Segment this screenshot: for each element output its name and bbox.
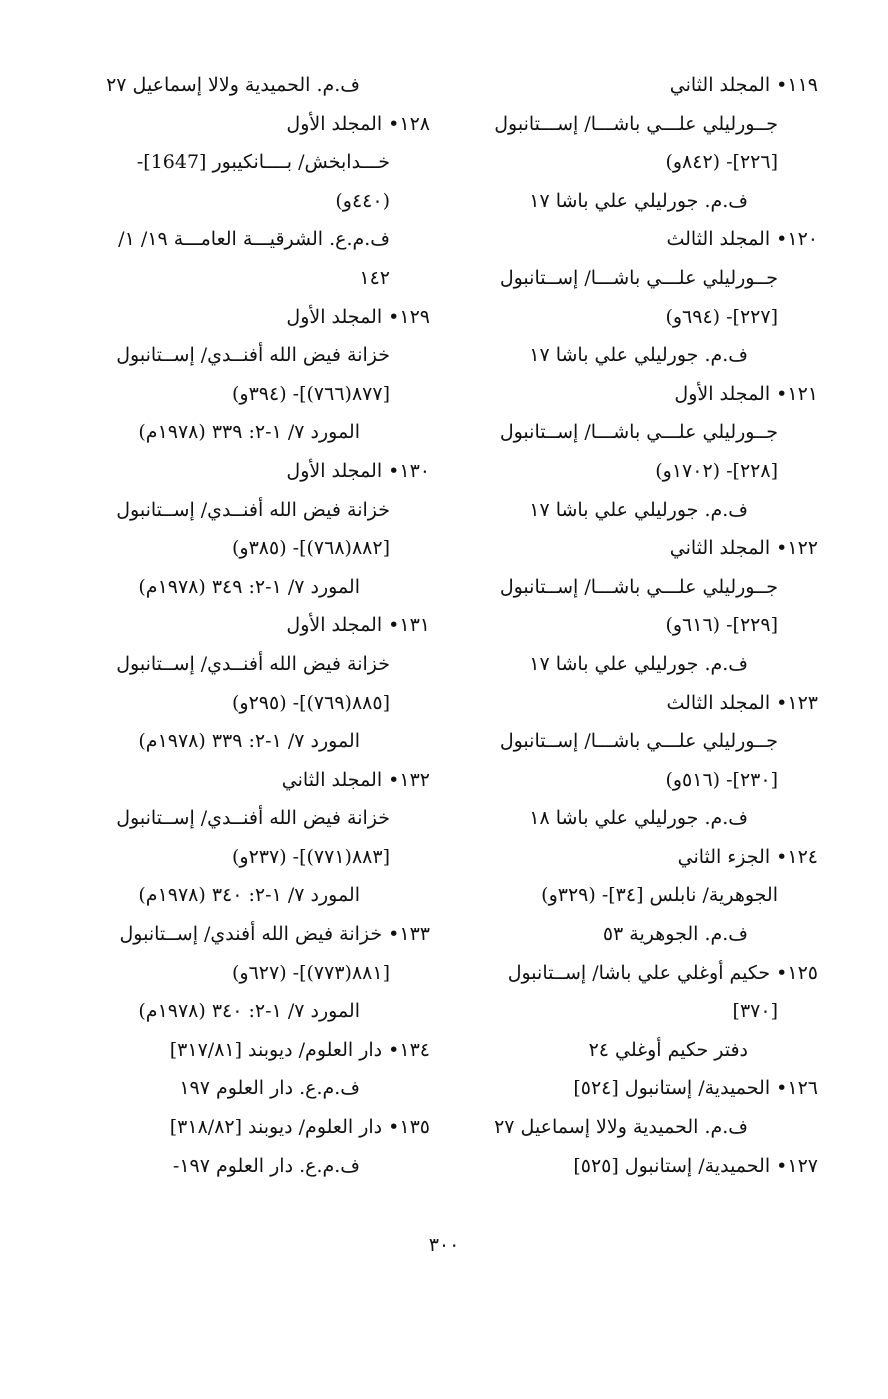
entry-line: خزانة فيض الله أفنــدي/ إســتانبول <box>116 498 390 521</box>
entry-line: ١٢٠• المجلد الثالث <box>666 228 818 251</box>
entry-line: [٨٨٥(٧٦٩)]- (٢٩٥و) <box>231 691 390 714</box>
entry-line: [٣٧٠] <box>732 1000 778 1023</box>
entry-line: ف.م. جورليلي علي باشا ١٧ <box>529 498 748 521</box>
entry-line: ١٢٧• الحميدية/ إستانبول [٥٢٥] <box>573 1154 818 1177</box>
entry-line: جــورليلي علـــي باشـــا/ إســـتانبول <box>494 112 778 135</box>
entry-line: ١٣٤• دار العلوم/ ديوبند [٣١٧/٨١] <box>169 1038 430 1061</box>
entry-line: خزانة فيض الله أفنــدي/ إســتانبول <box>116 807 390 830</box>
entry-line: [٢٢٩]- (٦١٦و) <box>665 614 778 637</box>
entry-line: [٨٨٢(٧٦٨)]- (٣٨٥و) <box>231 537 390 560</box>
entry-line: ف.م.ع. دار العلوم ١٩٧ <box>179 1077 360 1100</box>
entry-line: [٨٨٣(٧٧١)]- (٢٣٧و) <box>231 845 390 868</box>
entry-line: جــورليلي علـــي باشـــا/ إســتانبول <box>499 421 778 444</box>
entry-line: ١٣٢• المجلد الثاني <box>281 768 430 791</box>
entry-line: ١٢٢• المجلد الثاني <box>669 537 818 560</box>
entry-line: ١٣٥• دار العلوم/ ديوبند [٣١٨/٨٢] <box>169 1116 430 1139</box>
entry-line: (٤٤٠و) <box>335 189 390 212</box>
entry-line: [٢٢٨]- (١٧٠٢و) <box>655 459 778 482</box>
entry-line: ف.م. جورليلي علي باشا ١٧ <box>529 344 748 367</box>
entry-line: خزانة فيض الله أفنــدي/ إســتانبول <box>116 652 390 675</box>
entry-line: [٨٨١(٧٧٣)]- (٦٢٧و) <box>231 961 390 984</box>
entry-line: جــورليلي علـــي باشـــا/ إســتانبول <box>499 575 778 598</box>
entry-line: المورد ٧/ ١-٢: ٣٣٩ (١٩٧٨م) <box>138 421 360 444</box>
entry-line: خـــدابخش/ بــــانكيبور [1647]- <box>136 151 390 174</box>
page-number: ٣٠٠ <box>428 1234 460 1256</box>
entry-line: [٨٧٧(٧٦٦)]- (٣٩٤و) <box>231 382 390 405</box>
entry-line: المورد ٧/ ١-٢: ٣٣٩ (١٩٧٨م) <box>138 730 360 753</box>
entry-line: ١١٩• المجلد الثاني <box>669 74 818 96</box>
entry-line: ١٢٨• المجلد الأول <box>286 112 430 135</box>
entry-line: ف.م. جورليلي علي باشا ١٧ <box>529 652 748 675</box>
entry-line: ١٤٢ <box>359 266 390 289</box>
entry-line: جــورليلي علـــي باشـــا/ إســتانبول <box>499 730 778 753</box>
entry-line: ١٣٠• المجلد الأول <box>286 459 430 482</box>
entry-line: ف.م. جورليلي علي باشا ١٧ <box>529 189 748 212</box>
entry-line: المورد ٧/ ١-٢: ٣٤٠ (١٩٧٨م) <box>138 1000 360 1023</box>
entry-line: جــورليلي علـــي باشـــا/ إســتانبول <box>499 266 778 289</box>
entry-line: ١٣١• المجلد الأول <box>286 614 430 637</box>
entry-line: ف.م.ع. دار العلوم ١٩٧- <box>172 1154 360 1177</box>
entry-line: [٢٢٧]- (٦٩٤و) <box>665 305 778 328</box>
entry-line: ف.م. الحميدية ولالا إسماعيل ٢٧ <box>494 1116 748 1139</box>
entry-line: ١٣٣• خزانة فيض الله أفندي/ إســتانبول <box>119 923 430 946</box>
left-column <box>70 66 430 1185</box>
entry-line: خزانة فيض الله أفنــدي/ إســتانبول <box>116 344 390 367</box>
entry-line: [٢٢٦]- (٨٤٢و) <box>665 151 778 174</box>
entry-line: [٢٣٠]- (٥١٦و) <box>665 768 778 791</box>
entry-line: ١٢٣• المجلد الثالث <box>666 691 818 714</box>
entry-line: ف.م. الحميدية ولالا إسماعيل ٢٧ <box>106 74 360 96</box>
entry-line: دفتر حكيم أوغلي ٢٤ <box>588 1038 748 1061</box>
entry-line: ١٢٦• الحميدية/ إستانبول [٥٢٤] <box>573 1077 818 1100</box>
entry-line: ١٢٥• حكيم أوغلي علي باشا/ إســتانبول <box>507 961 818 984</box>
right-column <box>458 66 818 1185</box>
entry-line: المورد ٧/ ١-٢: ٣٤٠ (١٩٧٨م) <box>138 884 360 907</box>
entry-line: ف.م.ع. الشرقيـــة العامـــة ١٩/ ١/ <box>118 228 390 251</box>
entry-line: ف.م. الجوهرية ٥٣ <box>602 923 748 946</box>
entry-line: الجوهرية/ نابلس [٣٤]- (٣٢٩و) <box>541 884 778 907</box>
entry-line: ١٢١• المجلد الأول <box>674 382 818 405</box>
entry-line: ١٢٩• المجلد الأول <box>286 305 430 328</box>
entry-line: ١٢٤• الجزء الثاني <box>677 845 818 868</box>
entry-line: المورد ٧/ ١-٢: ٣٤٩ (١٩٧٨م) <box>138 575 360 598</box>
entry-line: ف.م. جورليلي علي باشا ١٨ <box>529 807 748 830</box>
